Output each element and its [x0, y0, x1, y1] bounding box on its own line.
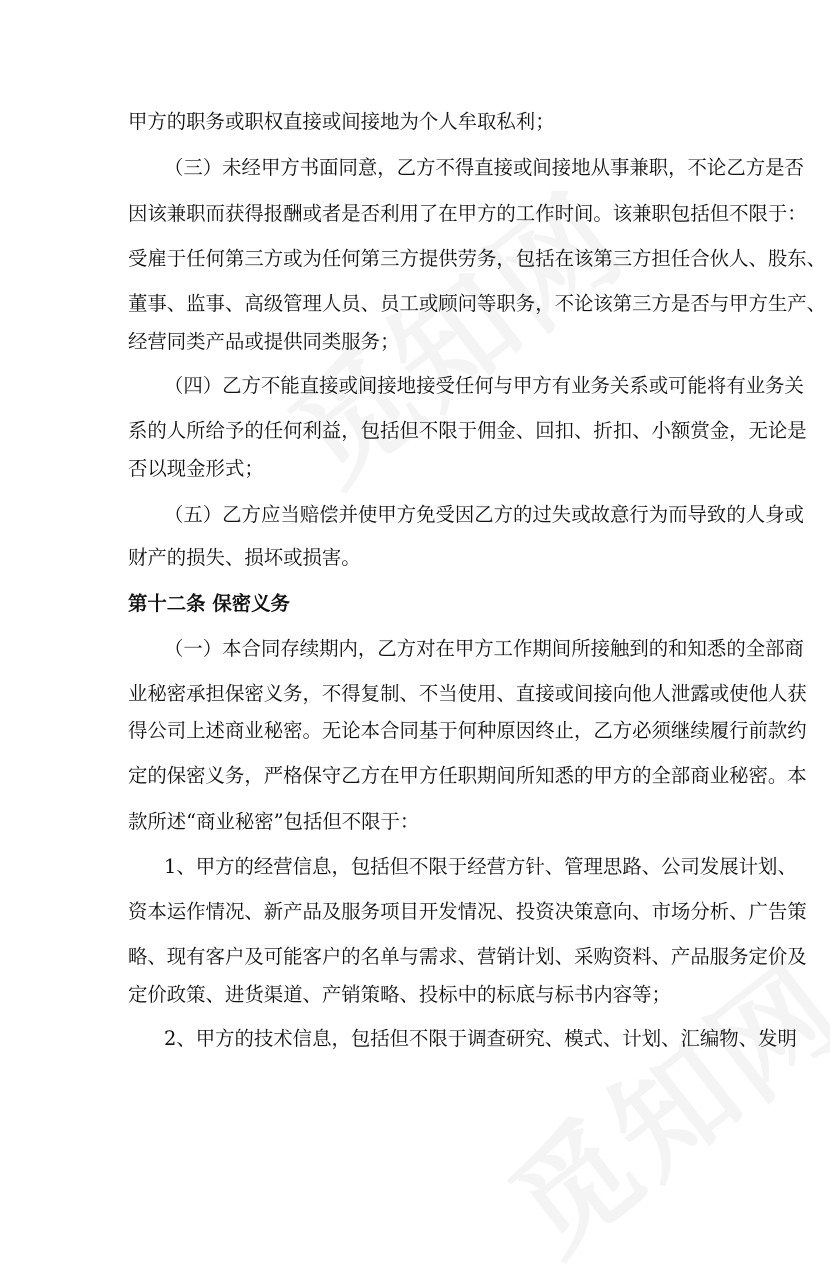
paragraph-line: 董事、监事、高级管理人员、员工或顾问等职务，不论该第三方是否与甲方生产、	[128, 292, 827, 315]
paragraph-line: 资本运作情况、新产品及服务项目开发情况、投资决策意向、市场分析、广告策	[128, 900, 807, 923]
paragraph-line: 系的人所给予的任何利益，包括但不限于佣金、回扣、折扣、小额赏金，无论是	[128, 419, 807, 442]
paragraph-line: 否以现金形式；	[128, 457, 264, 480]
paragraph-line: （一）本合同存续期内，乙方对在甲方工作期间所接触到的和知悉的全部商	[164, 637, 804, 660]
paragraph-line: 定的保密义务，严格保守乙方在甲方任职期间所知悉的甲方的全部商业秘密。本	[128, 764, 807, 787]
paragraph-line: （五）乙方应当赔偿并使甲方免受因乙方的过失或故意行为而导致的人身或	[164, 503, 804, 526]
paragraph-line: 甲方的职务或职权直接或间接地为个人牟取私利；	[128, 110, 555, 133]
paragraph-line: 财产的损失、损坏或损害。	[128, 546, 361, 569]
paragraph-line: （三）未经甲方书面同意，乙方不得直接或间接地从事兼职，不论乙方是否	[164, 156, 804, 179]
section-heading: 第十二条 保密义务	[128, 592, 290, 615]
paragraph-line: （四）乙方不能直接或间接地接受任何与甲方有业务关系或可能将有业务关	[164, 374, 804, 397]
paragraph-line: 定价政策、进货渠道、产销策略、投标中的标底与标书内容等；	[128, 983, 671, 1006]
paragraph-line: 1、甲方的经营信息，包括但不限于经营方针、管理思路、公司发展计划、	[164, 855, 797, 878]
paragraph-line: 款所述“商业秘密”包括但不限于：	[128, 810, 420, 833]
paragraph-line: 得公司上述商业秘密。无论本合同基于何种原因终止，乙方必须继续履行前款约	[128, 719, 807, 742]
watermark	[470, 917, 830, 1285]
paragraph-line: 因该兼职而获得报酬或者是否利用了在甲方的工作时间。该兼职包括但不限于：	[128, 202, 807, 225]
paragraph-line: 业秘密承担保密义务，不得复制、不当使用、直接或间接向他人泄露或使他人获	[128, 682, 807, 705]
paragraph-line: 略、现有客户及可能客户的名单与需求、营销计划、采购资料、产品服务定价及	[128, 945, 807, 968]
paragraph-line: 2、甲方的技术信息，包括但不限于调查研究、模式、计划、汇编物、发明	[164, 1027, 797, 1050]
paragraph-line: 经营同类产品或提供同类服务；	[128, 330, 400, 353]
paragraph-line: 受雇于任何第三方或为任何第三方提供劳务，包括在该第三方担任合伙人、股东、	[128, 247, 827, 270]
